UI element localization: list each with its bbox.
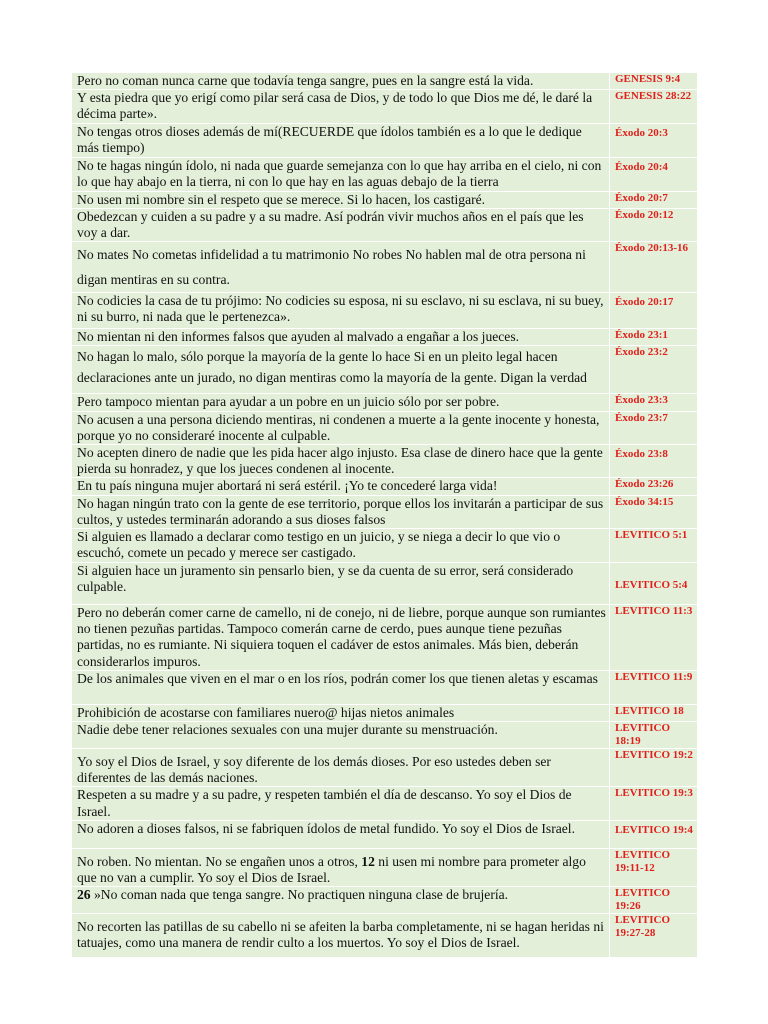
verse-reference: Éxodo 23:26 <box>610 478 698 495</box>
verse-reference: LEVITICO 19:11-12 <box>610 848 698 886</box>
verse-reference: LEVITICO 19:27-28 <box>610 914 698 958</box>
verse-reference: GENESIS 28:22 <box>610 90 698 124</box>
verse-text: Yo soy el Dios de Israel, y soy diferente de los demás dioses. Por eso ustedes deben ser diferentes de las demás naciones. <box>72 749 610 787</box>
verse-text: Si alguien hace un juramento sin pensarlo bien, y se da cuenta de su error, será considerado culpable. <box>72 563 610 605</box>
table-row <box>72 394 698 411</box>
table-row <box>72 124 698 157</box>
table-row <box>72 887 698 914</box>
verse-text: No codicies la casa de tu prójimo: No codicies su esposa, ni su esclavo, ni su esclava, ni su buey, ni su burro, ni nada que le pertenezca». <box>72 293 610 329</box>
table-row <box>72 670 698 704</box>
verse-text: No tengas otros dioses además de mí(RECUERDE que ídolos también es a lo que le dedique más tiempo) <box>72 124 610 157</box>
verse-text: No acusen a una persona diciendo mentiras, ni condenen a muerte a la gente inocente y honesta, porque yo no consideraré inocente al culpable. <box>72 411 610 444</box>
verse-reference: Éxodo 23:2 <box>610 346 698 394</box>
verse-reference: Éxodo 20:17 <box>610 293 698 329</box>
verse-text: No hagan lo malo, sólo porque la mayoría de la gente lo hace Si en un pleito legal hacen declaraciones ante un jurado, no digan mentiras como la mayoría de la gente. Digan la verdad <box>72 346 610 394</box>
verse-reference: LEVITICO 18:19 <box>610 722 698 749</box>
verse-reference: Éxodo 34:15 <box>610 495 698 528</box>
verse-reference: Éxodo 20:13-16 <box>610 242 698 293</box>
verse-text: Nadie debe tener relaciones sexuales con una mujer durante su menstruación. <box>72 722 610 749</box>
verse-reference: Éxodo 20:7 <box>610 191 698 208</box>
table-row <box>72 157 698 191</box>
table-row <box>72 293 698 329</box>
table-row <box>72 605 698 671</box>
verse-reference: LEVITICO 11:3 <box>610 605 698 671</box>
table-row <box>72 722 698 749</box>
verse-text <box>72 848 610 886</box>
table-row <box>72 242 698 293</box>
verse-text-part: No roben. No mientan. No se engañen unos a otros, <box>77 853 362 869</box>
verse-text: No usen mi nombre sin el respeto que se merece. Si lo hacen, los castigaré. <box>72 191 610 208</box>
table-row <box>72 73 698 90</box>
verse-number: 26 <box>77 887 91 903</box>
verse-text: Pero no coman nunca carne que todavía tenga sangre, pues en la sangre está la vida. <box>72 73 610 90</box>
verse-reference: LEVITICO 5:4 <box>610 563 698 605</box>
verse-reference: Éxodo 23:3 <box>610 394 698 411</box>
verse-reference: LEVITICO 5:1 <box>610 529 698 563</box>
verse-text: De los animales que viven en el mar o en los ríos, podrán comer los que tienen aletas y escamas <box>72 670 610 704</box>
table-row <box>72 329 698 346</box>
table-row <box>72 563 698 605</box>
verse-text: Y esta piedra que yo erigí como pilar será casa de Dios, y de todo lo que Dios me dé, le daré la décima parte». <box>72 90 610 124</box>
table-row <box>72 478 698 495</box>
table-row <box>72 704 698 721</box>
verse-reference: LEVITICO 19:2 <box>610 749 698 787</box>
verse-text: Respeten a su madre y a su padre, y respeten también el día de descanso. Yo soy el Dios de Israel. <box>72 787 610 820</box>
verse-reference: Éxodo 23:8 <box>610 445 698 478</box>
table-row <box>72 529 698 563</box>
verse-text: No recorten las patillas de su cabello ni se afeiten la barba completamente, ni se hagan heridas ni tatuajes, como una manera de rendir culto a los muertos. Yo soy el Dios de Israel. <box>72 914 610 958</box>
table-row <box>72 208 698 241</box>
table-row <box>72 848 698 886</box>
verse-reference: Éxodo 20:12 <box>610 208 698 241</box>
verse-text: No hagan ningún trato con la gente de ese territorio, porque ellos los invitarán a participar de sus cultos, y ustedes terminarán adorando a sus dioses falsos <box>72 495 610 528</box>
table-row <box>72 90 698 124</box>
table-row <box>72 495 698 528</box>
verse-reference: LEVITICO 19:4 <box>610 820 698 848</box>
verse-reference: LEVITICO 19:3 <box>610 787 698 820</box>
verse-text-part: »No coman nada que tenga sangre. No practiquen ninguna clase de brujería. <box>90 887 509 903</box>
verse-text: Obedezcan y cuiden a su padre y a su madre. Así podrán vivir muchos años en el país que les voy a dar. <box>72 208 610 241</box>
verse-text: No adoren a dioses falsos, ni se fabriquen ídolos de metal fundido. Yo soy el Dios de Israel. <box>72 820 610 848</box>
table-row <box>72 914 698 958</box>
table-row <box>72 749 698 787</box>
verse-reference: GENESIS 9:4 <box>610 73 698 90</box>
table-row <box>72 820 698 848</box>
verse-text: Si alguien es llamado a declarar como testigo en un juicio, y se niega a decir lo que vio o escuchó, comete un pecado y merece ser castigado. <box>72 529 610 563</box>
verse-reference: Éxodo 20:4 <box>610 157 698 191</box>
verse-text: Pero no deberán comer carne de camello, ni de conejo, ni de liebre, porque aunque son rumiantes no tienen pezuñas partidas. Tampoco comerán carne de cerdo, pues aunque tiene pezuñas partidas, no es rumiante. Ni siquiera toquen el cadáver de estos animales. Más bien, deberán considerarlos impuros. <box>72 605 610 671</box>
verse-text: Prohibición de acostarse con familiares nuero@ hijas nietos animales <box>72 704 610 721</box>
verse-text: No acepten dinero de nadie que les pida hacer algo injusto. Esa clase de dinero hace que la gente pierda su honradez, y que los jueces condenen al inocente. <box>72 445 610 478</box>
table-row <box>72 191 698 208</box>
verse-number: 12 <box>361 853 375 869</box>
table-row <box>72 787 698 820</box>
verse-text: No mientan ni den informes falsos que ayuden al malvado a engañar a los jueces. <box>72 329 610 346</box>
verse-reference: LEVITICO 11:9 <box>610 670 698 704</box>
verse-text: Pero tampoco mientan para ayudar a un pobre en un juicio sólo por ser pobre. <box>72 394 610 411</box>
verse-text-part: ni usen mi nombre para prometer algo que no van a cumplir. Yo soy el Dios de Israel. <box>77 853 586 886</box>
verses-table <box>71 72 698 958</box>
verse-reference: Éxodo 23:7 <box>610 411 698 444</box>
verse-reference: LEVITICO 19:26 <box>610 887 698 914</box>
table-row <box>72 411 698 444</box>
verse-text: En tu país ninguna mujer abortará ni será estéril. ¡Yo te concederé larga vida! <box>72 478 610 495</box>
verse-reference: Éxodo 20:3 <box>610 124 698 157</box>
table-row <box>72 346 698 394</box>
table-row <box>72 445 698 478</box>
verse-reference: LEVITICO 18 <box>610 704 698 721</box>
verse-text: No mates No cometas infidelidad a tu matrimonio No robes No hablen mal de otra persona ni digan mentiras en su contra. <box>72 242 610 293</box>
verse-text <box>72 887 610 914</box>
verse-reference: Éxodo 23:1 <box>610 329 698 346</box>
verse-text: No te hagas ningún ídolo, ni nada que guarde semejanza con lo que hay arriba en el cielo, ni con lo que hay abajo en la tierra, ni con lo que hay en las aguas debajo de la tierra <box>72 157 610 191</box>
